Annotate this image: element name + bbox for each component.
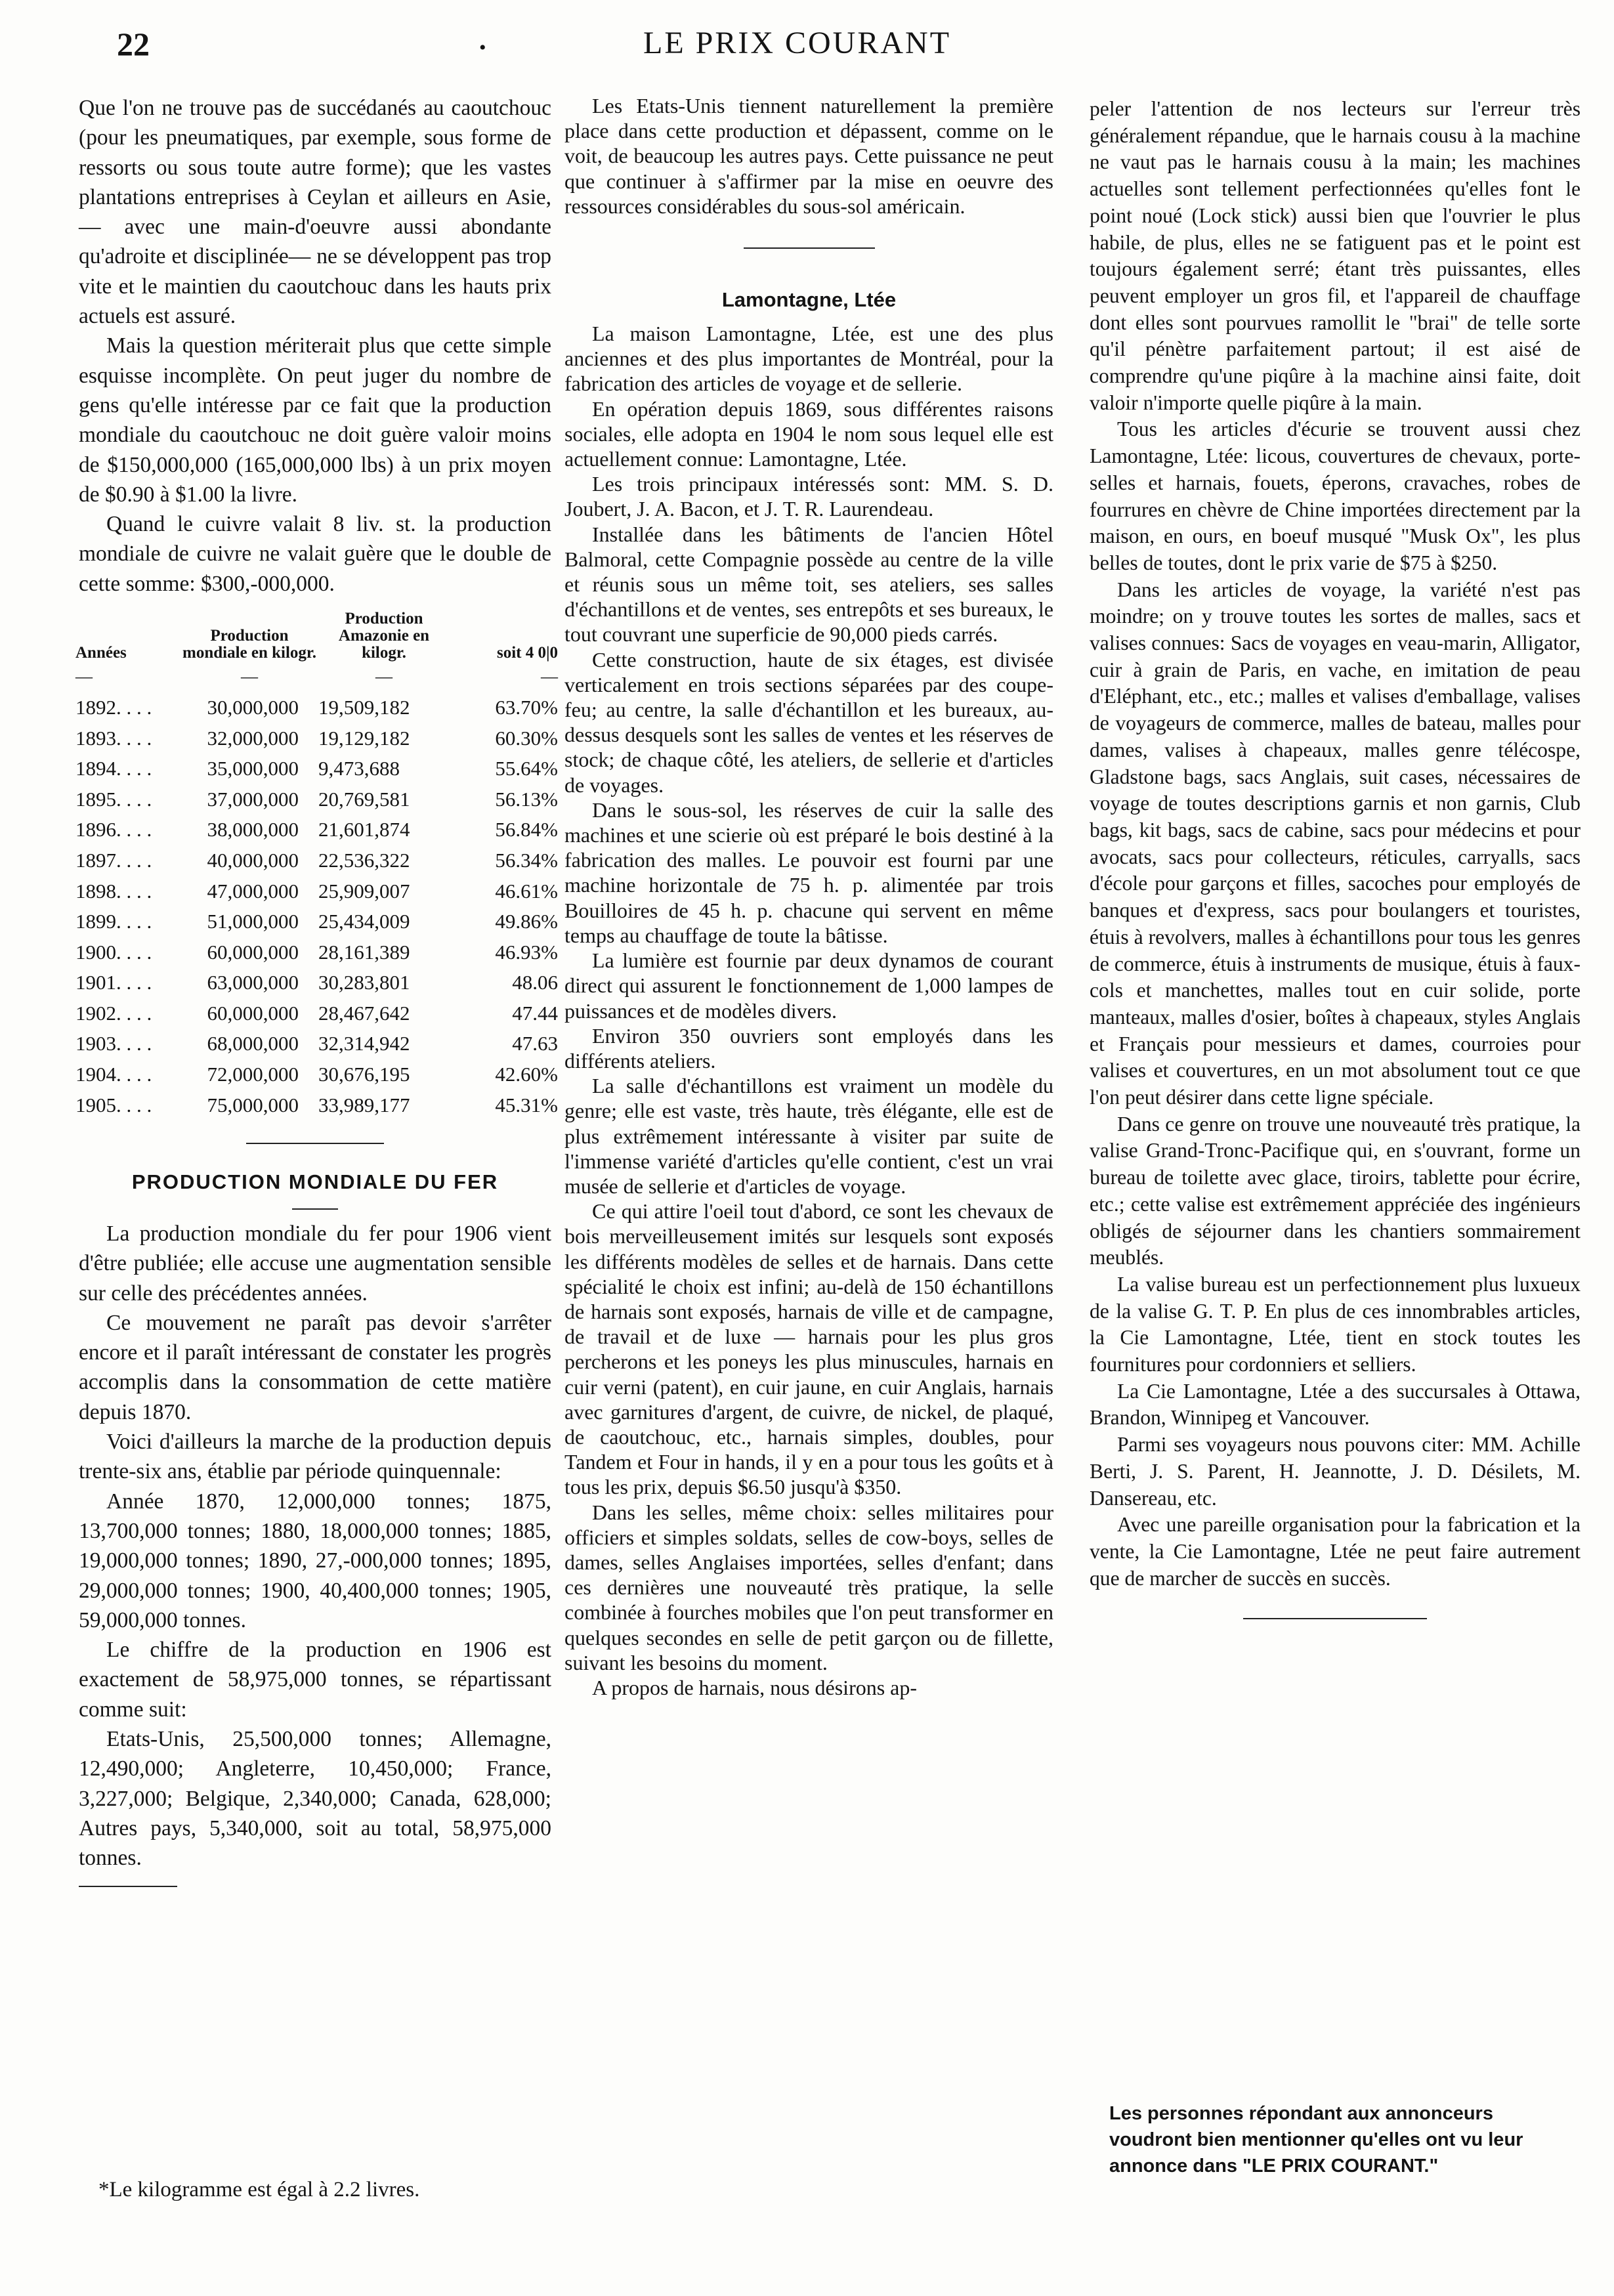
article-paragraph: Voici d'ailleurs la marche de la production depuis trente-six ans, établie par période quinquennale: (79, 1430, 551, 1484)
table-cell: 19,129,182 (318, 726, 410, 750)
article-paragraph: Les Etats-Unis tiennent naturellement la première place dans cette production et dépassent, comme on le voit, de beaucoup les autres pays. Cette puissance ne peut que continuer à s'affirmer par la mise en oeuvre des ressources considérables du sous-sol américain. (564, 94, 1053, 218)
column-header: Production Amazonie en kilogr. (338, 610, 430, 662)
table-cell: 1894. . . . (75, 757, 152, 780)
rubber-production-table (75, 610, 558, 1120)
article-paragraph: Ce qui attire l'oeil tout d'abord, ce sont les chevaux de bois merveilleusement imités sur lesquels sont exposés les différents modèles de selles et de harnais. Dans cette spécialité le choix est infini; au-delà de 150 échantillons de harnais sont exposés, harnais de ville et de campagne, de travail et de luxe — harnais pour les plus gros percherons et les poneys les plus minuscules, harnais en cuir verni (patent), en cuir jaune, en cuir Anglais, harnais avec garnitures d'argent, de cuivre, de nickel, de plaqué, de caoutchouc, etc., harnais simples, doubles, pour Tandem et Four in hands, il y en a pour tous les goûts et à tous les prix, depuis $6.50 jusqu'à $350. (564, 1199, 1053, 1499)
article-paragraph: A propos de harnais, nous désirons ap- (592, 1675, 918, 1699)
column-1 (75, 93, 558, 1887)
table-cell: 1899. . . . (75, 910, 152, 933)
article-paragraph: Ce mouvement ne paraît pas devoir s'arrêter encore et il paraît intéressant de constater les progrès accomplis dans la consommation de cette matière depuis 1870. (79, 1310, 551, 1424)
table-cell: 55.64% (495, 757, 558, 780)
table-cell: 1896. . . . (75, 818, 152, 841)
table-cell: 48.06 (512, 971, 558, 994)
page-title: LE PRIX COURANT (643, 26, 952, 60)
table-row (75, 754, 558, 784)
table-cell: 46.93% (495, 940, 558, 964)
table-row (75, 845, 558, 876)
table-cell: 51,000,000 (207, 910, 299, 933)
table-cell: 1903. . . . (75, 1032, 152, 1055)
header-ornament: • (479, 37, 486, 58)
table-cell: 60.30% (495, 726, 558, 750)
section-divider (246, 1143, 384, 1144)
article-paragraph: La salle d'échantillons est vraiment un modèle du genre; elle est vaste, très haute, très élégante, elle est de plus extrêmement intéressante à visiter par suite de l'immense variété d'articles qu'elle contient, c'est un vrai musée de sellerie et d'articles de voyage. (564, 1074, 1053, 1198)
table-cell: 56.84% (495, 818, 558, 841)
table-cell: 63,000,000 (207, 971, 299, 994)
table-cell: 45.31% (495, 1093, 558, 1116)
table-cell: 56.34% (495, 848, 558, 872)
advertiser-notice: Les personnes répondant aux annonceurs voudront bien mentionner qu'elles ont vu leur annonce dans "LE PRIX COURANT." (1109, 2103, 1523, 2177)
table-cell: 35,000,000 (207, 757, 299, 780)
footnote: *Le kilogramme est égal à 2.2 livres. (98, 2178, 420, 2201)
table-row (75, 998, 558, 1029)
article-paragraph: peler l'attention de nos lecteurs sur l'erreur très généralement répandue, que le harnais cousu à la machine ne vaut pas le harnais cousu à la main; les machines actuelles sont tellement perfectionnées qu'elles font le point noué (Lock stick) aussi bien que l'ouvrier le plus habile, de plus, elles ne se fatiguent pas et le point est toujours également serré; étant très puissantes, elles peuvent employer un gros fil, et l'appareil de chauffage dont elles sont pourvues ramollit le "brai" de telle sorte qu'il pénètre parfaitement partout; il est aisé de comprendre qu'une piqûre à la machine ainsi faite, doit valoir n'importe quelle piqûre à la main. (1090, 97, 1581, 414)
table-cell: 28,467,642 (318, 1001, 410, 1025)
section-divider (744, 247, 875, 249)
table-row (75, 1029, 558, 1059)
table-row (75, 815, 558, 845)
table-cell: 46.61% (495, 879, 558, 903)
table-cell: 20,769,581 (318, 787, 410, 811)
article-paragraph: La maison Lamontagne, Ltée, est une des plus anciennes et des plus importantes de Montréal, pour la fabrication des articles de voyage et de sellerie. (564, 322, 1053, 396)
article-paragraph: La Cie Lamontagne, Ltée a des succursales à Ottawa, Brandon, Winnipeg et Vancouver. (1090, 1379, 1581, 1430)
dash-cell: — (541, 667, 558, 687)
table-row (75, 1090, 558, 1120)
table-cell: 30,676,195 (318, 1063, 410, 1086)
section-divider (1243, 1618, 1427, 1619)
table-cell: 40,000,000 (207, 848, 299, 872)
table-cell: 60,000,000 (207, 940, 299, 964)
table-cell: 25,909,007 (318, 879, 410, 903)
article-paragraph: Cette construction, haute de six étages, est divisée verticalement en trois sections séparées par des coupe-feu; au centre, la salle d'échantillon et les bureaux, au-dessus desquels sont les salles de ventes et les réserves de stock; de chaque côté, les ateliers, de sellerie et d'articles de voyages. (564, 647, 1053, 797)
table-cell: 9,473,688 (318, 757, 400, 780)
section-title-fer: PRODUCTION MONDIALE DU FER (131, 1170, 499, 1193)
dash-cell: — (75, 667, 93, 687)
dash-cell: — (375, 667, 393, 687)
article-paragraph: Environ 350 ouvriers sont employés dans les différents ateliers. (564, 1023, 1053, 1073)
table-cell: 42.60% (495, 1063, 558, 1086)
table-cell: 32,314,942 (318, 1032, 410, 1055)
table-cell: 68,000,000 (207, 1032, 299, 1055)
table-row (75, 723, 558, 754)
section-title-lamontagne: Lamontagne, Ltée (721, 288, 897, 312)
table-cell: 47.44 (512, 1001, 558, 1025)
table-cell: 38,000,000 (207, 818, 299, 841)
table-row (75, 692, 558, 723)
footnote-divider (79, 1886, 177, 1887)
article-paragraph: Dans le sous-sol, les réserves de cuir la salle des machines et une scierie où est préparé le bois destiné à la fabrication des malles. Le pouvoir est fourni par une machine horizontale de 75 h. p. alimentée par trois Bouilloires de 45 h. p. chacune qui servent en même temps au chauffage de toute la bâtisse. (564, 797, 1053, 947)
article-paragraph: Dans les articles de voyage, la variété n'est pas moindre; on y trouve toutes les sortes de malles, sacs et valises connues: Sacs de voyages en veau-marin, Alligator, cuir à grain de Paris, en vache, en imitation de peau d'Eléphant, etc., etc.; malles et valises d'emballage, valises de voyageurs de commerce, malles de bateau, malles pour dames, valises à chapeaux, malles genre télécospe, Gladstone bags, sacs Anglais, suit cases, nécessaires de voyage de toutes descriptions garnis et non garnis, Club bags, kit bags, sacs de cabine, sacs pour médecins et pour avocats, sacs pour collecteurs, réticules, carryalls, sacs d'école pour garçons et filles, sacoches pour employés de banques et d'express, sacs pour boulangers et touristes, étuis à revolvers, malles à échantillons pour tous les genres de commerce, étuis à instruments de musique, étuis à faux-cols et manchettes, malles tout en cuir solide, porte manteaux, malles d'osier, boîtes à chapeaux, styles Anglais et Français pour messieurs et dames, courroies pour valises et couvertures, en un mot absolument tout ce que l'on peut désirer dans cette ligne spéciale. (1090, 578, 1581, 1109)
table-cell: 1892. . . . (75, 695, 152, 719)
column-3 (1090, 96, 1581, 1619)
table-cell: 47.63 (512, 1032, 558, 1055)
page-number: 22 (117, 26, 150, 62)
table-cell: 72,000,000 (207, 1063, 299, 1086)
table-row (75, 1059, 558, 1090)
table-cell: 21,601,874 (318, 818, 410, 841)
table-cell: 28,161,389 (318, 940, 410, 964)
table-cell: 1901. . . . (75, 971, 152, 994)
article-paragraph: Les trois principaux intéressés sont: MM. S. D. Joubert, J. A. Bacon, et J. T. R. Laurendeau. (564, 472, 1053, 521)
table-cell: 56.13% (495, 787, 558, 811)
table-dash-row (75, 662, 558, 692)
table-row (75, 937, 558, 967)
article-paragraph: Année 1870, 12,000,000 tonnes; 1875, 13,700,000 tonnes; 1880, 18,000,000 tonnes; 1885, 19,000,000 tonnes; 1890, 27,-000,000 tonnes; 1895, 29,000,000 tonnes; 1900, 40,400,000 tonnes; 1905, 59,000,000 tonnes. (79, 1489, 551, 1632)
table-row (75, 967, 558, 998)
article-paragraph: Dans ce genre on trouve une nouveauté très pratique, la valise Grand-Tronc-Pacifique qui, en s'ouvrant, forme un bureau de toilette avec glace, tiroirs, tablette pour écrire, etc.; cette valise est extrêmement appréciée des ingénieurs obligés de séjourner dans les chantiers sommairement meublés. (1090, 1112, 1581, 1269)
table-body (75, 692, 558, 1120)
table-cell: 30,000,000 (207, 695, 299, 719)
table-cell: 75,000,000 (207, 1093, 299, 1116)
article-paragraph: Le chiffre de la production en 1906 est exactement de 58,975,000 tonnes, se répartissant comme suit: (79, 1638, 551, 1722)
table-header-row (75, 610, 558, 662)
table-cell: 30,283,801 (318, 971, 410, 994)
article-paragraph: Quand le cuivre valait 8 liv. st. la production mondiale de cuivre ne valait guère que le double de cette somme: $300,-000,000. (79, 512, 551, 596)
article-paragraph: Avec une pareille organisation pour la fabrication et la vente, la Cie Lamontagne, Ltée ne peut faire autrement que de marcher de succès en succès. (1090, 1513, 1581, 1590)
table-cell: 60,000,000 (207, 1001, 299, 1025)
article-paragraph: La lumière est fournie par deux dynamos de courant direct qui assurent le fonctionnement de 1,000 lampes de puissances et de modèles divers. (564, 948, 1053, 1023)
table-cell: 1895. . . . (75, 787, 152, 811)
table-cell: 25,434,009 (318, 910, 410, 933)
article-paragraph: Etats-Unis, 25,500,000 tonnes; Allemagne, 12,490,000; Angleterre, 10,450,000; France, 3,227,000; Belgique, 2,340,000; Canada, 628,000; Autres pays, 5,340,000, soit au total, 58,975,000 tonnes. (79, 1727, 551, 1871)
article-paragraph: Que l'on ne trouve pas de succédanés au caoutchouc (pour les pneumatiques, par exemple, sous forme de ressorts ou sous toute autre forme); que les vastes plantations entreprises à Ceylan et ailleurs en Asie, — avec une main-d'oeuvre aussi abondante qu'adroite et disciplinée— ne se développent pas trop vite et le maintien du caoutchouc dans les hauts prix actuels est assuré. (79, 96, 551, 329)
table-cell: 19,509,182 (318, 695, 410, 719)
table-cell: 1898. . . . (75, 879, 152, 903)
table-cell: 1905. . . . (75, 1093, 152, 1116)
article-paragraph: Tous les articles d'écurie se trouvent aussi chez Lamontagne, Ltée: licous, couvertures de chevaux, porte-selles et harnais, fouets, éperons, cravaches, robes de fourrures en chèvre de Chine importées directement par la maison, en ours, en boeuf musqué "Musk Ox", les plus belles de toutes, dont le prix varie de $75 à $250. (1090, 417, 1581, 574)
column-2 (564, 93, 1053, 1700)
column-header: soit 4 0|0 (496, 644, 558, 662)
article-paragraph: Mais la question mériterait plus que cette simple esquisse incomplète. On peut juger du nombre de gens qu'elle intéresse par ce fait que la production mondiale du caoutchouc ne doit guère valoir moins de $150,000,000 (165,000,000 lbs) à un prix moyen de $0.90 à $1.00 la livre. (79, 333, 551, 507)
column-header: Production mondiale en kilogr. (182, 627, 316, 662)
table-cell: 1893. . . . (75, 726, 152, 750)
article-paragraph: Parmi ses voyageurs nous pouvons citer: MM. Achille Berti, J. S. Parent, H. Jeannotte, J. D. Désilets, M. Dansereau, etc. (1090, 1433, 1581, 1510)
article-paragraph: Installée dans les bâtiments de l'ancien Hôtel Balmoral, cette Compagnie possède au centre de la ville et réunis sous un même toit, ses ateliers, ses salles d'échantillons et de ventes, ses entrepôts et ses bureaux, le tout couvrant une superficie de 90,000 pieds carrés. (564, 522, 1053, 647)
title-underline (292, 1208, 338, 1210)
article-paragraph: Dans les selles, même choix: selles militaires pour officiers et simples soldats, selles de cow-boys, selles de dames, selles Anglaises importées, selles d'enfant; dans ces dernières une nouveauté très pratique, la selle combinée à fourches mobiles que l'on peut transformer en quelques secondes en selle de petit garçon ou de fillette, suivant les besoins du moment. (564, 1500, 1053, 1674)
table-cell: 63.70% (495, 695, 558, 719)
table-cell: 37,000,000 (207, 787, 299, 811)
dash-cell: — (241, 667, 258, 687)
table-cell: 33,989,177 (318, 1093, 410, 1116)
table-cell: 1900. . . . (75, 940, 152, 964)
table-row (75, 906, 558, 937)
table-cell: 49.86% (495, 910, 558, 933)
table-row (75, 876, 558, 906)
table-row (75, 784, 558, 815)
table-cell: 1902. . . . (75, 1001, 152, 1025)
table-cell: 1904. . . . (75, 1063, 152, 1086)
article-paragraph: La production mondiale du fer pour 1906 vient d'être publiée; elle accuse une augmentation sensible sur celle des précédentes années. (79, 1221, 551, 1306)
article-paragraph: En opération depuis 1869, sous différentes raisons sociales, elle adopta en 1904 le nom sous lequel elle est actuellement connue: Lamontagne, Ltée. (564, 396, 1053, 471)
column-header: Années (75, 644, 127, 662)
table-cell: 47,000,000 (207, 879, 299, 903)
table-cell: 32,000,000 (207, 726, 299, 750)
article-paragraph: La valise bureau est un perfectionnement plus luxueux de la valise G. T. P. En plus de ces innombrables articles, la Cie Lamontagne, Ltée, tient en stock toutes les fournitures pour cordonniers et selliers. (1090, 1272, 1581, 1376)
table-cell: 22,536,322 (318, 848, 410, 872)
table-cell: 1897. . . . (75, 848, 152, 872)
